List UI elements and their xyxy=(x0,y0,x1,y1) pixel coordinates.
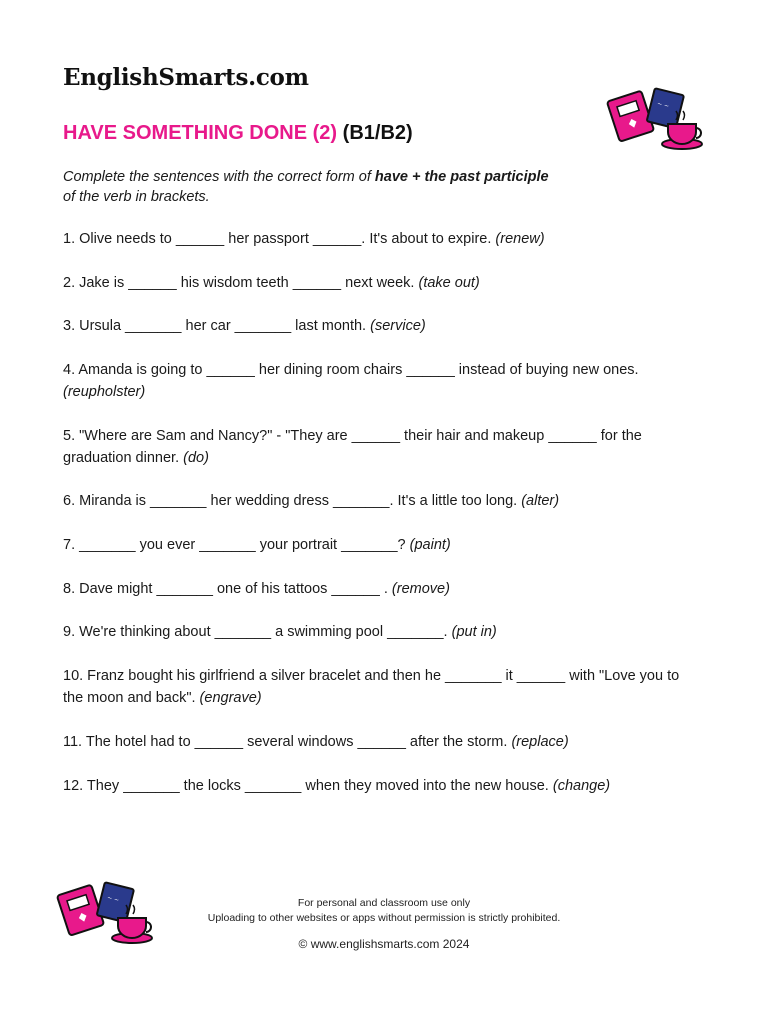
question-text: 9. We're thinking about _______ a swimming pool _______. xyxy=(63,624,452,640)
question-hint: (renew) xyxy=(495,231,545,247)
question-text: 7. _______ you ever _______ your portrait _______? xyxy=(63,537,410,553)
svg-text:~ ~: ~ ~ xyxy=(656,100,670,110)
question-text: 5. "Where are Sam and Nancy?" - "They are ______ their hair and makeup ______ for the graduation dinner. xyxy=(63,428,642,466)
page-title xyxy=(63,122,413,145)
question-text: 11. The hotel had to ______ several windows ______ after the storm. xyxy=(63,734,512,750)
question-hint: (alter) xyxy=(521,493,560,509)
question-7 xyxy=(63,534,703,556)
title-main: HAVE SOMETHING DONE (2) xyxy=(63,122,338,144)
question-9 xyxy=(63,621,703,643)
footer-usage-note: For personal and classroom use only xyxy=(297,897,471,909)
question-text: 4. Amanda is going to ______ her dining room chairs ______ instead of buying new ones. xyxy=(63,362,639,378)
title-level: (B1/B2) xyxy=(342,122,413,144)
question-text: 3. Ursula _______ her car _______ last month. xyxy=(63,318,371,334)
question-11 xyxy=(63,731,703,753)
instructions xyxy=(63,167,683,207)
question-text: 6. Miranda is _______ her wedding dress _______. It's a little too long. xyxy=(63,493,522,509)
question-5 xyxy=(63,425,703,469)
question-text: 10. Franz bought his girlfriend a silver bracelet and then he _______ it ______ with "Love you to the moon and back". xyxy=(63,668,680,706)
question-hint: (do) xyxy=(183,450,209,466)
copyright: © www.englishsmarts.com 2024 xyxy=(298,937,470,951)
question-4 xyxy=(63,359,703,403)
site-brand: EnglishSmarts.com xyxy=(63,64,309,91)
question-hint: (put in) xyxy=(451,624,497,640)
question-text: 12. They _______ the locks _______ when they moved into the new house. xyxy=(63,778,553,794)
svg-text:~ ~: ~ ~ xyxy=(106,894,120,904)
footer-prohibition-note: Uploading to other websites or apps without permission is strictly prohibited. xyxy=(207,912,561,924)
question-8 xyxy=(63,578,703,600)
question-1 xyxy=(63,228,703,250)
question-hint: (take out) xyxy=(418,275,480,291)
question-text: 2. Jake is ______ his wisdom teeth ______ next week. xyxy=(63,275,419,291)
question-hint: (change) xyxy=(552,778,611,794)
books-and-tea-cup-icon xyxy=(606,86,706,152)
question-hint: (service) xyxy=(370,318,426,334)
question-hint: (replace) xyxy=(511,734,569,750)
question-hint: (paint) xyxy=(409,537,451,553)
question-12 xyxy=(63,775,703,797)
instructions-emphasis: have + the past participle xyxy=(374,169,549,185)
question-text: 8. Dave might _______ one of his tattoos ______ . xyxy=(63,581,392,597)
question-6 xyxy=(63,490,703,512)
question-hint: (reupholster) xyxy=(63,384,146,400)
question-text: 1. Olive needs to ______ her passport ______. It's about to expire. xyxy=(63,231,496,247)
question-2 xyxy=(63,272,703,294)
question-3 xyxy=(63,315,703,337)
instructions-suffix: of the verb in brackets. xyxy=(63,189,210,205)
question-10 xyxy=(63,665,703,709)
question-hint: (remove) xyxy=(391,581,450,597)
question-hint: (engrave) xyxy=(199,690,262,706)
instructions-prefix: Complete the sentences with the correct form of xyxy=(63,169,375,185)
